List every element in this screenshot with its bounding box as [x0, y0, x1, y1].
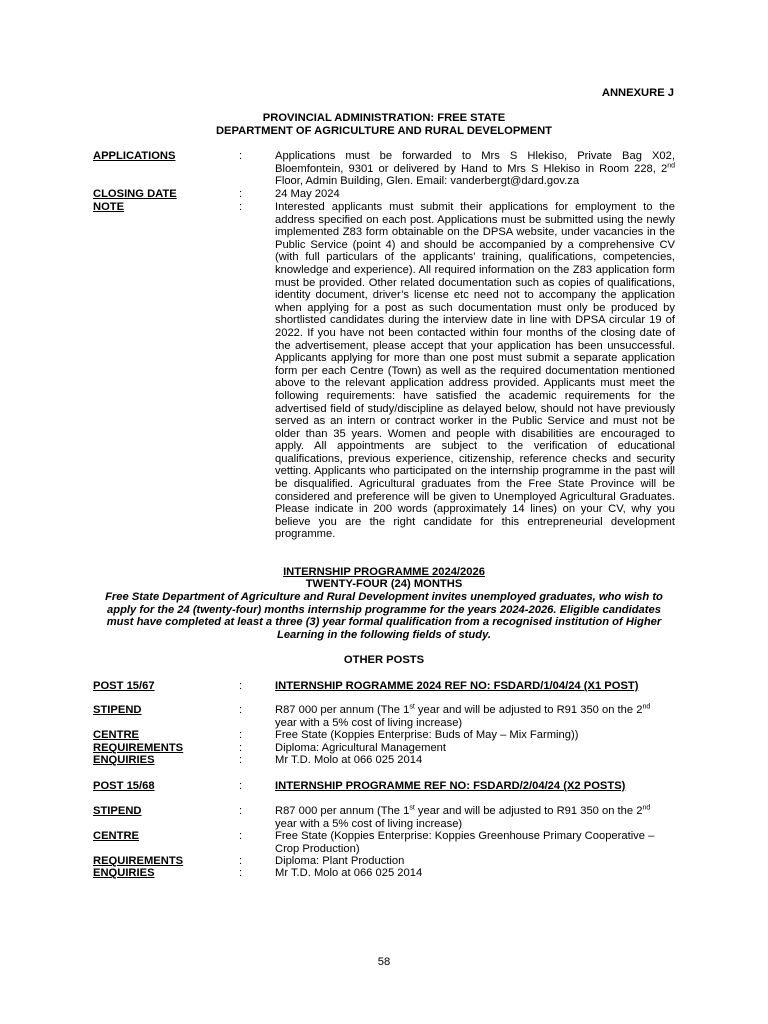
page-number: 58 — [377, 956, 391, 968]
department-header — [93, 112, 675, 137]
centre-value: Free State (Koppies Enterprise: Koppies Greenhouse Primary Cooperative – Crop Production) — [275, 830, 655, 855]
requirements-value: Diploma: Plant Production — [275, 855, 405, 867]
closing-date-label: CLOSING DATE — [93, 188, 177, 200]
post-label: POST 15/68 — [93, 780, 155, 792]
post-title: INTERNSHIP PROGRAMME REF NO: FSDARD/2/04/24 (X2 POSTS) — [275, 780, 626, 792]
requirements-value: Diploma: Agricultural Management — [275, 742, 447, 754]
internship-duration: TWENTY-FOUR (24) MONTHS — [305, 578, 463, 590]
requirements-label: REQUIREMENTS — [93, 855, 184, 867]
enquiries-value: Mr T.D. Molo at 066 025 2014 — [275, 867, 423, 879]
note-label: NOTE — [93, 201, 125, 213]
centre-label: CENTRE — [93, 729, 139, 741]
colon: : — [239, 742, 243, 754]
colon: : — [239, 201, 243, 213]
centre-label: CENTRE — [93, 830, 139, 842]
other-posts-heading: OTHER POSTS — [343, 654, 425, 666]
applications-text: Applications must be forwarded to Mrs S Hlekiso, Private Bag X02, Bloemfontein, 9301 or delivered by Hand to Mrs S Hlekiso in Room 228, 2nd Floor, Admin Building, Glen. Email: vanderbergt@dard.gov.za — [275, 150, 675, 188]
internship-intro: Free State Department of Agriculture and Rural Development invites unemployed graduates, who wish to apply for the 24 (twenty-four) months internship programme for the years 2024-2026. Eligible candidates must have completed at least a three (3) year formal qualification from a recognised institution of Higher Learning in the following fields of study. — [105, 591, 663, 641]
note-text: Interested applicants must submit their applications for employment to the address specified on each post. Applications must be submitted using the newly implemented Z83 form obtainable on the DPSA website, under vacancies in the Public Service (point 4) and should be accompanied by a comprehensive CV (with full particulars of the applicants’ training, qualifications, competencies, knowledge and experience). All required information on the Z83 application form must be provided. Other related documentation such as copies of qualifications, identity document, driver’s license etc need not to accompany the application when applying for a post as such documentation must only be produced by shortlisted candidates during the interview date in line with DPSA circular 19 of 2022. If you have not been contacted within four months of the closing date of the advertisement, please accept that your application has been unsuccessful. Applicants applying for more than one post must submit a separate application form per each Centre (Town) as well as the required documentation mentioned above to the relevant application address provided. Applicants must meet the following requirements: have satisfied the academic requirements for the advertised field of study/discipline as delayed below, should not have previously served as an intern or contract worker in the Public Service and must not be older than 35 years. Women and people with disabilities are encouraged to apply. All appointments are subject to the verification of educational qualifications, previous experience, citizenship, reference checks and security vetting. Applicants who participated on the internship programme in the past will be disqualified. Agricultural graduates from the Free State Province will be considered and preference will be given to Unemployed Agricultural Graduates. Please indicate in 200 words (approximately 14 lines) on your CV, why you believe you are the right candidate for this entrepreneurial development programme. — [275, 201, 675, 541]
colon: : — [239, 150, 243, 162]
applications-label: APPLICATIONS — [93, 150, 176, 162]
colon: : — [239, 830, 243, 842]
header-line-1: PROVINCIAL ADMINISTRATION: FREE STATE — [262, 112, 506, 124]
internship-title: INTERNSHIP PROGRAMME 2024/2026 — [283, 566, 485, 578]
closing-date-value: 24 May 2024 — [275, 188, 340, 200]
colon: : — [239, 855, 243, 867]
enquiries-value: Mr T.D. Molo at 066 025 2014 — [275, 754, 423, 766]
enquiries-label: ENQUIRIES — [93, 754, 155, 766]
requirements-label: REQUIREMENTS — [93, 742, 184, 754]
colon: : — [239, 729, 243, 741]
enquiries-label: ENQUIRIES — [93, 867, 155, 879]
stipend-text: R87 000 per annum (The 1st year and will be adjusted to R91 350 on the 2nd year with a 5% cost of living increase) — [275, 703, 651, 729]
colon: : — [239, 780, 243, 792]
annexure-label: ANNEXURE J — [601, 87, 674, 99]
post-title: INTERNSHIP ROGRAMME 2024 REF NO: FSDARD/1/04/24 (X1 POST) — [275, 680, 639, 692]
header-line-2: DEPARTMENT OF AGRICULTURE AND RURAL DEVELOPMENT — [215, 124, 553, 137]
colon: : — [239, 704, 243, 716]
stipend-label: STIPEND — [93, 805, 142, 817]
colon: : — [239, 754, 243, 766]
colon: : — [239, 680, 243, 692]
colon: : — [239, 805, 243, 817]
stipend-text: R87 000 per annum (The 1st year and will be adjusted to R91 350 on the 2nd year with a 5% cost of living increase) — [275, 804, 651, 830]
colon: : — [239, 867, 243, 879]
stipend-label: STIPEND — [93, 704, 142, 716]
post-label: POST 15/67 — [93, 680, 155, 692]
colon: : — [239, 188, 243, 200]
centre-value: Free State (Koppies Enterprise: Buds of May – Mix Farming)) — [275, 729, 579, 741]
